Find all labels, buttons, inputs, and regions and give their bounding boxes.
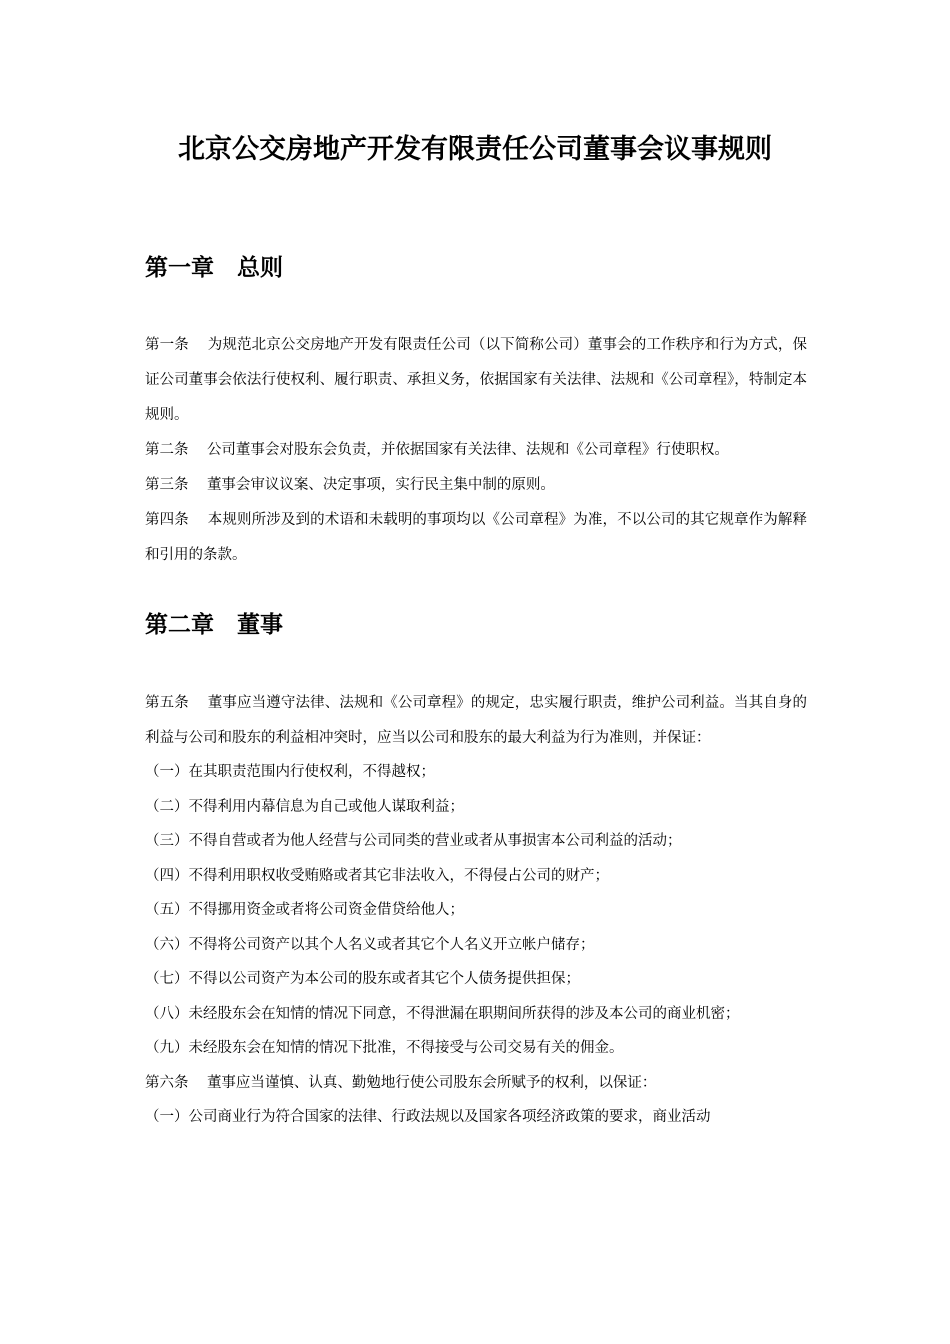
clause-item: （九）未经股东会在知情的情况下批准，不得接受与公司交易有关的佣金。	[145, 1040, 624, 1056]
article-text: 公司董事会对股东会负责，并依据国家有关法律、法规和《公司章程》行使职权。	[206, 442, 729, 458]
chapter-2-body	[145, 686, 807, 1135]
chapter-heading-1: 第一章 总则	[145, 255, 283, 281]
article-1	[145, 328, 807, 433]
article-label: 第一条	[145, 337, 189, 353]
article-4	[145, 503, 807, 573]
article-label: 第五条	[145, 695, 189, 711]
article-3	[145, 468, 807, 503]
article-label: 第三条	[145, 477, 189, 493]
article-text: 董事应当谨慎、认真、勤勉地行使公司股东会所赋予的权利，以保证：	[206, 1074, 657, 1091]
document-title: 北京公交房地产开发有限责任公司董事会议事规则	[178, 134, 772, 165]
chapter-heading-2: 第二章 董事	[145, 612, 283, 638]
article-text: 本规则所涉及到的术语和未载明的事项均以《公司章程》为准，不以公司的其它规章作为解释和引用的条款。	[145, 512, 808, 563]
clause-item: （六）不得将公司资产以其个人名义或者其它个人名义开立帐户储存；	[145, 936, 595, 953]
article-text: 董事应当遵守法律、法规和《公司章程》的规定，忠实履行职责，维护公司利益。当其自身的利益与公司和股东的利益相冲突时，应当以公司和股东的最大利益为行为准则，并保证：	[145, 695, 808, 746]
article-label: 第四条	[145, 512, 189, 528]
article-label: 第二条	[145, 442, 189, 458]
article-6	[145, 1066, 807, 1101]
clause-item: （一）公司商业行为符合国家的法律、行政法规以及国家各项经济政策的要求，商业活动	[145, 1109, 711, 1125]
clause-item: （二）不得利用内幕信息为自己或他人谋取利益；	[145, 798, 464, 815]
article-2	[145, 433, 807, 468]
clause-item: （八）未经股东会在知情的情况下同意，不得泄漏在职期间所获得的涉及本公司的商业机密；	[145, 1005, 740, 1022]
article-text: 为规范北京公交房地产开发有限责任公司（以下简称公司）董事会的工作秩序和行为方式，保证公司董事会依法行使权利、履行职责、承担义务，依据国家有关法律、法规和《公司章程》，特制定本规则。	[145, 337, 808, 423]
clause-item: （三）不得自营或者为他人经营与公司同类的营业或者从事损害本公司利益的活动；	[145, 833, 682, 849]
article-label: 第六条	[145, 1074, 189, 1091]
clause-item: （一）在其职责范围内行使权利，不得越权；	[145, 764, 435, 780]
clause-item: （四）不得利用职权收受贿赂或者其它非法收入，不得侵占公司的财产；	[145, 867, 609, 884]
clause-item: （五）不得挪用资金或者将公司资金借贷给他人；	[145, 902, 464, 918]
chapter-1-body	[145, 328, 807, 573]
article-text: 董事会审议议案、决定事项，实行民主集中制的原则。	[206, 477, 555, 493]
clause-item: （七）不得以公司资产为本公司的股东或者其它个人债务提供担保；	[145, 971, 580, 987]
article-5	[145, 686, 807, 755]
